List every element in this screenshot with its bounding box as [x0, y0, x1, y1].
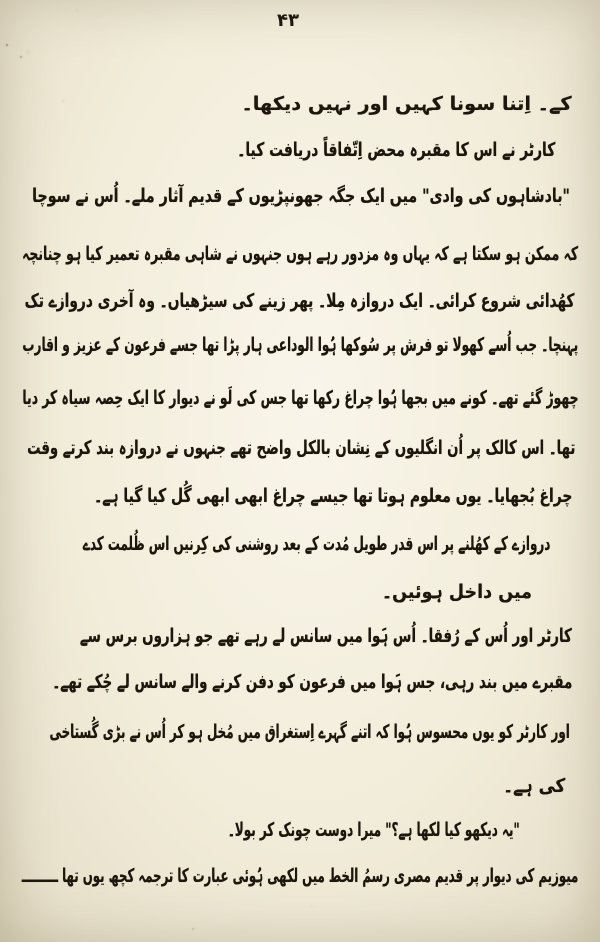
text-line: [27, 428, 575, 468]
text-line: [22, 325, 578, 365]
text-line-content: میوزیم کی دیوار پر قدیم مصری رسمُ الخط میں لکھی ہُوئی عبارت کا ترجمہ کچھ یوں تھا ـــــــــ: [21, 865, 578, 887]
text-line-content: پہنچا۔ جب اُسے کھولا تو فرش پر سُوکھا ہُوا الوداعی ہار پڑا تھا جسے فرعون کے عزیز و اقارب: [22, 334, 578, 356]
text-line: [25, 281, 575, 321]
text-line: [82, 524, 550, 564]
page-number: ۴۳: [277, 10, 299, 31]
text-line-content: میں داخل ہوئیں۔: [381, 581, 532, 603]
text-line: [228, 810, 520, 850]
text-line-content: چراغ بُجھایا۔ یوں معلوم ہوتا تھا جیسے چراغ ابھی ابھی گُل کیا گیا ہے۔: [93, 485, 572, 507]
text-line: [50, 712, 570, 752]
text-line-content: چھوڑ گئے تھے۔ کونے میں بجھا ہُوا چراغ رکھا تھا جس کی لَو نے دیوار کا ایک حِصہ سیاہ کر دیا: [21, 387, 578, 409]
text-line-content: کھُدائی شروع کرائی۔ ایک دروازہ مِلا۔ پھر زینے کی سیڑھیاں۔ وہ آخری دروازے تک: [25, 290, 575, 312]
text-line-content: مقبرے میں بند رہی، جس ہَوا میں فرعون کو دفن کرنے والے سانس لے چُکے تھے۔: [52, 671, 572, 693]
text-line: [242, 84, 572, 124]
text-line-content: دروازے کے کھُلنے پر اس قدر طویل مُدت کے بعد روشنی کی کِرنیں اس ظُلمت کدے: [82, 533, 550, 555]
text-line-content: "یہ دیکھو کیا لکھا ہے؟" میرا دوست چونک کر بولا۔: [228, 819, 520, 841]
text-line: [80, 616, 572, 656]
text-line: [237, 130, 555, 170]
text-line: [22, 856, 578, 896]
text-line-content: کارٹر اور اُس کے رُفقا۔ اُس ہَوا میں سانس لے رہے تھے جو ہزاروں برس سے: [80, 625, 572, 647]
text-line-content: کہ ممکن ہو سکتا ہے کہ یہاں وہ مزدور رہے ہوں جنہوں نے شاہی مقبرہ تعمیر کیا ہو چنانچہ: [22, 243, 578, 265]
text-line: [503, 766, 565, 806]
text-line-content: تھا۔ اس کالک پر اُن انگلیوں کے نِشان بالکل واضح تھے جنہوں نے دروازہ بند کرتے وقت: [26, 437, 575, 459]
text-line: [22, 234, 578, 274]
text-line-content: کی ہے۔: [502, 775, 565, 797]
text-line-content: اور کارٹر کو یوں محسوس ہُوا کہ اتنے گہرے اِستغراق میں مُخل ہو کر اُس نے بڑی گُستاخی: [49, 721, 570, 743]
text-line: [22, 378, 578, 418]
scan-speckles: [0, 0, 2, 2]
text-line-content: "بادشاہوں کی وادی" میں ایک جگہ جھونپڑیوں کے قدیم آثار ملے۔ اُس نے سوچا: [32, 185, 570, 207]
text-line: [94, 476, 572, 516]
text-line-content: کے۔ اِتنا سونا کہیں اور نہیں دیکھا۔: [241, 93, 572, 115]
text-line: [382, 572, 532, 612]
text-line: [52, 662, 572, 702]
text-line: [32, 176, 570, 216]
text-line-content: کارٹر نے اس کا مقبرہ محض اِتّفاقاً دریافت کیا۔: [236, 139, 555, 161]
